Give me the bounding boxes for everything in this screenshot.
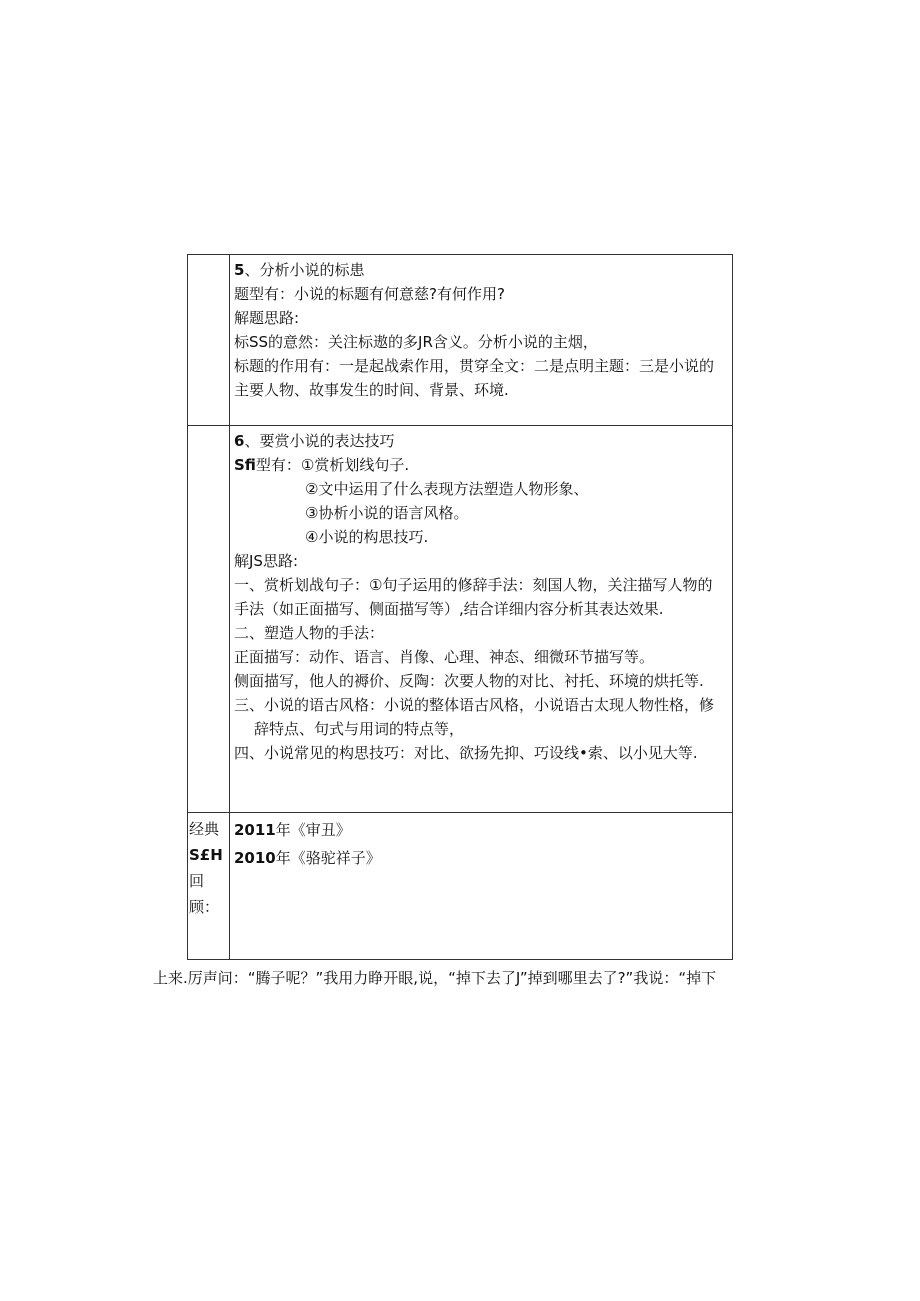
review-cell xyxy=(230,813,733,960)
section6-line: 侧面描写，他人的褥价、反陶：次要人物的对比、衬托、环境的烘托等. xyxy=(234,672,704,690)
section6-heading-text: 、要赏小说的表达技巧 xyxy=(244,432,395,450)
section6-type-text: 型有：①赏析划线句子. xyxy=(255,456,410,474)
review-row xyxy=(188,813,733,960)
section5-line: 主要人物、故事发生的时间、背景、环境. xyxy=(234,381,509,399)
section5-line: 标SS的意然：关注标遨的多JR含义。分析小说的主烟， xyxy=(234,333,598,351)
section6-line: 手法（如正面描写、侧面描写等）,结合详细内容分析其表达效果. xyxy=(234,600,664,618)
section6-type-line xyxy=(234,453,728,477)
section6-heading xyxy=(234,429,728,453)
review-label-line: 经典 xyxy=(189,820,220,838)
section5-heading xyxy=(234,258,728,282)
section6-heading-number: 6 xyxy=(234,432,245,450)
review-label-cell xyxy=(188,813,230,960)
review-item-title: 年《审丑》 xyxy=(275,821,351,839)
section6-line: 一、赏析划战句子：①句子运用的修辞手法：刻国人物，关注描写人物的 xyxy=(234,576,713,594)
section6-line: 二、塑造人物的手法： xyxy=(234,624,385,642)
section6-type-item: ④小说的构思技巧. xyxy=(305,528,429,546)
section6-cell xyxy=(230,426,733,813)
section5-heading-number: 5 xyxy=(234,261,245,279)
section5-line: 标题的作用有：一是起战索作用，贯穿全文：二是点明主题：三是小说的 xyxy=(234,357,715,375)
section5-cell xyxy=(230,255,733,426)
review-item-year: 2011 xyxy=(234,821,276,839)
section5-left-cell xyxy=(188,255,230,426)
review-item xyxy=(234,816,728,844)
section6-type-item: ③协析小说的语言风格。 xyxy=(305,504,469,522)
section6-type-item: ②文中运用了什么表现方法塑造人物形象、 xyxy=(305,480,589,498)
review-item-title: 年《骆驼祥子》 xyxy=(275,849,381,867)
review-label-line: 顾： xyxy=(189,898,220,916)
review-item xyxy=(234,844,728,872)
section6-left-cell xyxy=(188,426,230,813)
section5-line: 解题思路: xyxy=(234,309,300,327)
section6-line: 正面描写：动作、语言、肖像、心理、神态、细微环节描写等。 xyxy=(234,648,655,666)
section6-approach-label: 解JS思路: xyxy=(234,552,298,570)
review-label-line: S£H xyxy=(189,846,223,864)
section6-line: 三、小说的语古风格：小说的整体语古风格，小说语古太现人物性格，修 xyxy=(234,696,715,714)
section5-row xyxy=(188,255,733,426)
section6-type-prefix: Sfi xyxy=(234,456,256,474)
footer-text: 上来.厉声问：“腾子呢？”我用力睁开眼,说，“掉下去了J”掉到哪里去了?”我说：“掉下 xyxy=(153,969,717,987)
section6-continuation: 辞特点、句式与用词的特点等， xyxy=(254,720,465,738)
review-label-line: 回 xyxy=(189,872,205,890)
section5-line: 题型有：小说的标题有何意慈?有何作用? xyxy=(234,285,505,303)
content-table xyxy=(187,254,733,960)
section6-last-line: 四、小说常见的构思技巧：对比、欲扬先抑、巧设线•索、以小见大等. xyxy=(234,744,698,762)
review-item-year: 2010 xyxy=(234,849,276,867)
section6-row xyxy=(188,426,733,813)
section5-heading-text: 、分析小说的标患 xyxy=(244,261,365,279)
